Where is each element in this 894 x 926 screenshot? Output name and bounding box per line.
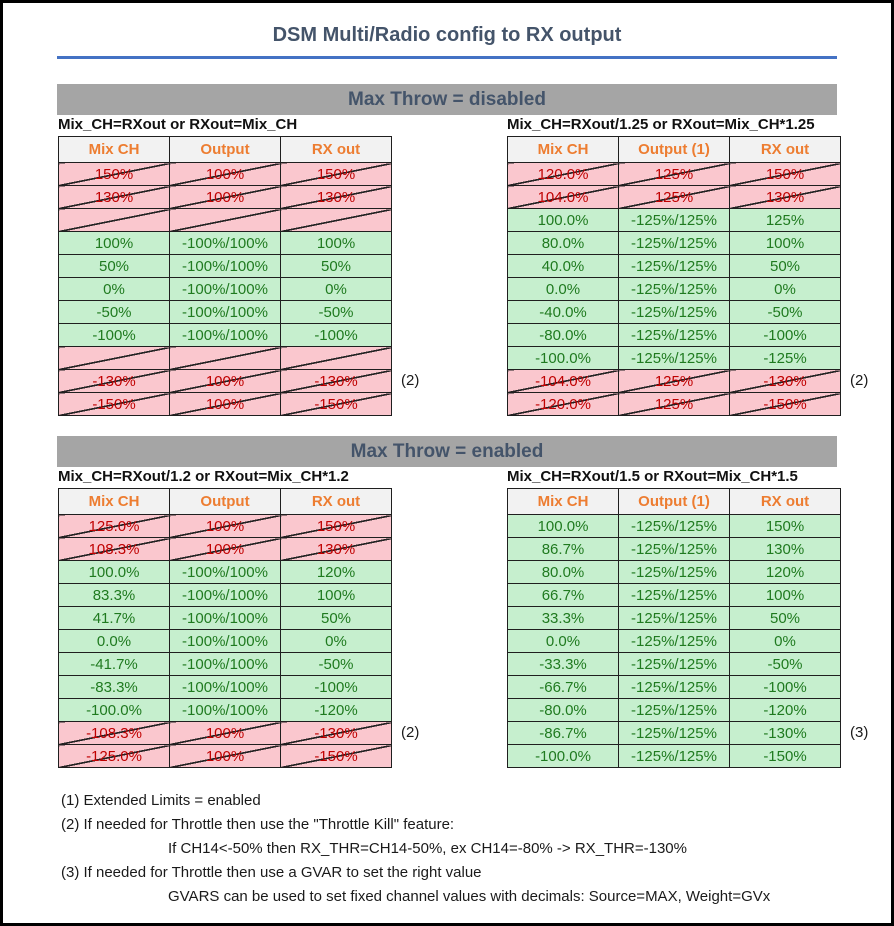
table-cell: 80.0% [508, 561, 619, 584]
mapping-table-enabled-1-5x [507, 488, 869, 768]
table-row [508, 186, 841, 209]
page-title: DSM Multi/Radio config to RX output [272, 24, 622, 46]
table-cell: -100% [730, 676, 841, 699]
table-cell: 41.7% [59, 607, 170, 630]
footnote-marker: (2) [401, 372, 420, 389]
table-row [59, 347, 392, 370]
column-header: RX out [281, 489, 392, 515]
table-cell: -130% [281, 370, 392, 393]
table-cell: -150% [730, 393, 841, 416]
table-cell [170, 209, 281, 232]
table-cell: 0.0% [59, 630, 170, 653]
table-cell: 108.3% [59, 538, 170, 561]
table-row [508, 301, 841, 324]
table-row [59, 370, 392, 393]
table-row [59, 186, 392, 209]
table-cell: 125% [619, 393, 730, 416]
table-cell: -100%/100% [170, 255, 281, 278]
table-cell: -125% [730, 347, 841, 370]
table-cell: -50% [730, 653, 841, 676]
table-cell: -100% [281, 324, 392, 347]
table-cell: -125%/125% [619, 584, 730, 607]
table-cell: -50% [730, 301, 841, 324]
table-cell: 0% [281, 630, 392, 653]
table-cell: 100% [170, 163, 281, 186]
data-table [58, 488, 392, 768]
table-cell: -125%/125% [619, 209, 730, 232]
footnote-1: (1) Extended Limits = enabled [61, 792, 261, 809]
table-cell: -125%/125% [619, 515, 730, 538]
table-cell: 150% [59, 163, 170, 186]
table-row [508, 324, 841, 347]
column-header: Output [170, 489, 281, 515]
column-header: RX out [281, 137, 392, 163]
table-cell: -125%/125% [619, 255, 730, 278]
table-cell: 100% [170, 393, 281, 416]
table-cell [281, 347, 392, 370]
table-cell: -100.0% [508, 745, 619, 768]
table-row [508, 722, 841, 745]
column-header: Output (1) [619, 489, 730, 515]
table-row [59, 301, 392, 324]
table-row [59, 163, 392, 186]
table-row [508, 653, 841, 676]
table-cell: 100.0% [508, 209, 619, 232]
mapping-table-disabled-1-25x [507, 136, 869, 416]
table-cell: -104.0% [508, 370, 619, 393]
table-header-row [508, 489, 841, 515]
table-cell: -125%/125% [619, 278, 730, 301]
table-cell: 120.0% [508, 163, 619, 186]
table-cell: 0.0% [508, 630, 619, 653]
table-cell: 100% [170, 515, 281, 538]
table-row [508, 699, 841, 722]
table-cell: 125% [730, 209, 841, 232]
table-row [59, 278, 392, 301]
table-header-row [508, 137, 841, 163]
table-cell: 150% [730, 515, 841, 538]
table-row [508, 630, 841, 653]
table-row [508, 515, 841, 538]
table-cell: -125%/125% [619, 699, 730, 722]
table-cell: 50% [281, 255, 392, 278]
table-cell: -130% [59, 370, 170, 393]
table-row [508, 561, 841, 584]
table-row [508, 584, 841, 607]
mapping-table-disabled-1x [58, 136, 420, 416]
footnote-2: (2) If needed for Throttle then use the "Throttle Kill" feature: [61, 816, 455, 833]
table-cell: -100.0% [59, 699, 170, 722]
table-cell: -100%/100% [170, 607, 281, 630]
table-cell: 100% [730, 232, 841, 255]
column-header: Mix CH [59, 489, 170, 515]
table-cell: 104.0% [508, 186, 619, 209]
table-cell: 100.0% [508, 515, 619, 538]
table-row [508, 232, 841, 255]
table-cell: 100% [170, 370, 281, 393]
table-cell: -125%/125% [619, 745, 730, 768]
table-cell: -130% [730, 722, 841, 745]
table-row [59, 324, 392, 347]
table-row [59, 561, 392, 584]
table-cell: 100% [170, 538, 281, 561]
table-cell: -125%/125% [619, 561, 730, 584]
table-cell: -100%/100% [170, 324, 281, 347]
table-cell: 130% [730, 538, 841, 561]
table-row [508, 370, 841, 393]
table-row [59, 255, 392, 278]
table-header-row [59, 489, 392, 515]
table-cell: -100%/100% [170, 301, 281, 324]
table-cell: 83.3% [59, 584, 170, 607]
table-row [59, 393, 392, 416]
table-cell: 130% [730, 186, 841, 209]
data-table [507, 488, 841, 768]
table-cell: -125%/125% [619, 301, 730, 324]
table-cell: -150% [281, 745, 392, 768]
section-banner-max-throw-enabled: Max Throw = enabled [57, 436, 837, 467]
table-cell: -50% [281, 653, 392, 676]
table-row [59, 745, 392, 768]
footnote-marker: (2) [850, 372, 869, 389]
column-header: Output [170, 137, 281, 163]
column-header: Output (1) [619, 137, 730, 163]
table-row [508, 607, 841, 630]
table-cell: 150% [281, 163, 392, 186]
table-cell: 125% [619, 370, 730, 393]
table-cell [59, 209, 170, 232]
table-cell: -100% [59, 324, 170, 347]
table-cell [281, 209, 392, 232]
table-cell: -150% [281, 393, 392, 416]
table-row [59, 232, 392, 255]
table-row [59, 630, 392, 653]
table-cell [170, 347, 281, 370]
table-row [508, 676, 841, 699]
table-cell: 100% [170, 722, 281, 745]
table-cell: -100%/100% [170, 584, 281, 607]
table-cell: -130% [730, 370, 841, 393]
table-cell: 50% [730, 255, 841, 278]
column-header: Mix CH [508, 489, 619, 515]
table-cell: 80.0% [508, 232, 619, 255]
table-cell: 50% [59, 255, 170, 278]
table-cell: -80.0% [508, 699, 619, 722]
table-row [59, 515, 392, 538]
table-row [59, 584, 392, 607]
table-cell: 0% [281, 278, 392, 301]
table-cell: -125%/125% [619, 324, 730, 347]
table-cell: -83.3% [59, 676, 170, 699]
footnote-3-detail: GVARS can be used to set fixed channel values with decimals: Source=MAX, Weight=GVx [168, 888, 771, 905]
table-cell: 150% [730, 163, 841, 186]
table-row [508, 538, 841, 561]
table-row [508, 347, 841, 370]
table-cell: -100%/100% [170, 232, 281, 255]
table-row [508, 745, 841, 768]
table-cell: -150% [730, 745, 841, 768]
table-cell: 66.7% [508, 584, 619, 607]
table-cell: 0% [730, 278, 841, 301]
table-row [59, 607, 392, 630]
table-cell: -100%/100% [170, 561, 281, 584]
table-row [508, 163, 841, 186]
table-cell: 100.0% [59, 561, 170, 584]
table-cell: 86.7% [508, 538, 619, 561]
table-cell: 100% [170, 186, 281, 209]
table-cell: 100% [730, 584, 841, 607]
table-cell: -100%/100% [170, 653, 281, 676]
table-subtitle-1-1: Mix_CH=RXout or RXout=Mix_CH [58, 116, 298, 133]
table-cell: 125% [619, 163, 730, 186]
table-cell: -120.0% [508, 393, 619, 416]
table-cell: 130% [281, 538, 392, 561]
table-cell: 40.0% [508, 255, 619, 278]
footnote-3: (3) If needed for Throttle then use a GVAR to set the right value [61, 864, 482, 881]
table-cell: -50% [59, 301, 170, 324]
table-cell: -80.0% [508, 324, 619, 347]
table-row [59, 722, 392, 745]
table-cell: -100% [281, 676, 392, 699]
footnote-marker: (3) [850, 724, 869, 741]
table-cell: -41.7% [59, 653, 170, 676]
table-cell: 100% [170, 745, 281, 768]
table-row [59, 538, 392, 561]
table-cell: 100% [281, 232, 392, 255]
table-cell: -100%/100% [170, 699, 281, 722]
table-cell: -125.0% [59, 745, 170, 768]
column-header: Mix CH [59, 137, 170, 163]
table-row [59, 676, 392, 699]
table-cell: 130% [59, 186, 170, 209]
table-cell: -100%/100% [170, 630, 281, 653]
table-cell: 125% [619, 186, 730, 209]
table-cell: -125%/125% [619, 676, 730, 699]
table-cell: 50% [281, 607, 392, 630]
table-row [59, 209, 392, 232]
data-table [58, 136, 392, 416]
table-cell: 0% [730, 630, 841, 653]
table-cell [59, 347, 170, 370]
table-cell: -100.0% [508, 347, 619, 370]
table-cell: -86.7% [508, 722, 619, 745]
footnote-2-detail: If CH14<-50% then RX_THR=CH14-50%, ex CH14=-80% -> RX_THR=-130% [168, 840, 687, 857]
table-row [59, 699, 392, 722]
table-subtitle-1-2: Mix_CH=RXout/1.25 or RXout=Mix_CH*1.25 [507, 116, 815, 133]
table-cell: 125.0% [59, 515, 170, 538]
table-cell: -125%/125% [619, 630, 730, 653]
table-row [59, 653, 392, 676]
section-banner-max-throw-disabled: Max Throw = disabled [57, 84, 837, 115]
table-cell: 50% [730, 607, 841, 630]
mapping-table-enabled-1-2x [58, 488, 420, 768]
table-cell: 33.3% [508, 607, 619, 630]
column-header: RX out [730, 489, 841, 515]
table-cell: -125%/125% [619, 232, 730, 255]
table-row [508, 393, 841, 416]
table-cell: 0% [59, 278, 170, 301]
table-row [508, 209, 841, 232]
table-cell: -120% [730, 699, 841, 722]
table-cell: 130% [281, 186, 392, 209]
table-cell: -108.3% [59, 722, 170, 745]
table-header-row [59, 137, 392, 163]
column-header: RX out [730, 137, 841, 163]
table-cell: -125%/125% [619, 538, 730, 561]
table-subtitle-2-1: Mix_CH=RXout/1.2 or RXout=Mix_CH*1.2 [58, 468, 349, 485]
column-header: Mix CH [508, 137, 619, 163]
table-cell: -120% [281, 699, 392, 722]
table-subtitle-2-2: Mix_CH=RXout/1.5 or RXout=Mix_CH*1.5 [507, 468, 798, 485]
table-cell: -100%/100% [170, 676, 281, 699]
data-table [507, 136, 841, 416]
table-cell: -33.3% [508, 653, 619, 676]
table-cell: 0.0% [508, 278, 619, 301]
table-cell: -50% [281, 301, 392, 324]
table-cell: -66.7% [508, 676, 619, 699]
table-row [508, 255, 841, 278]
table-cell: -130% [281, 722, 392, 745]
table-row [508, 278, 841, 301]
table-cell: -125%/125% [619, 722, 730, 745]
table-cell: 100% [281, 584, 392, 607]
table-cell: -40.0% [508, 301, 619, 324]
footnotes [61, 789, 861, 909]
table-cell: -150% [59, 393, 170, 416]
table-cell: -125%/125% [619, 347, 730, 370]
table-cell: 120% [281, 561, 392, 584]
title-divider [57, 56, 837, 59]
footnote-marker: (2) [401, 724, 420, 741]
table-cell: 120% [730, 561, 841, 584]
table-cell: 100% [59, 232, 170, 255]
table-cell: -125%/125% [619, 653, 730, 676]
table-cell: -125%/125% [619, 607, 730, 630]
table-cell: 150% [281, 515, 392, 538]
table-cell: -100% [730, 324, 841, 347]
table-cell: -100%/100% [170, 278, 281, 301]
